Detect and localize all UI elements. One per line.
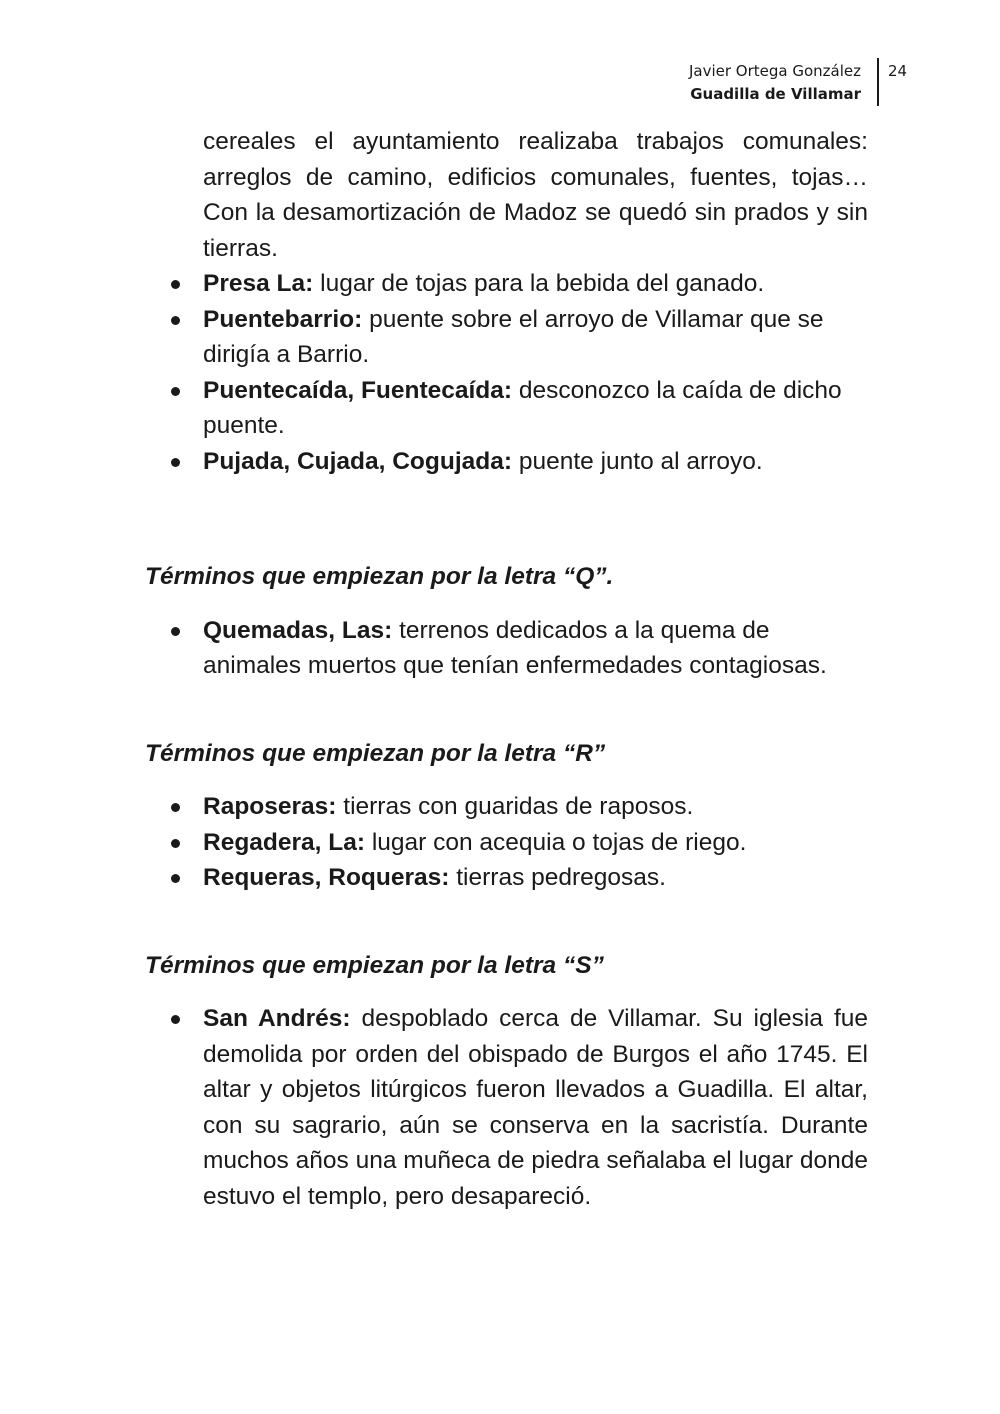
term-name: Quemadas, Las:	[203, 616, 393, 644]
term-name: San Andrés:	[203, 1005, 351, 1032]
list-letter-s	[0, 1001, 1000, 1214]
term-definition: tierras pedregosas.	[449, 864, 666, 891]
term-name: Raposeras:	[203, 793, 337, 820]
bullet-icon	[171, 387, 180, 396]
section-title-s: Términos que empiezan por la letra “S”	[145, 951, 604, 979]
bullet-icon	[171, 839, 180, 848]
term-definition: tierras con guaridas de raposos.	[336, 793, 694, 820]
term-definition: desconozco la caída de dicho puente.	[203, 376, 842, 439]
header-place: Guadilla de Villamar	[690, 85, 861, 103]
list-item	[203, 373, 868, 444]
list-item	[203, 613, 868, 684]
list-item	[203, 789, 868, 825]
list-letter-p	[0, 266, 1000, 479]
header-author: Javier Ortega González	[688, 62, 861, 80]
bullet-icon	[171, 316, 180, 325]
list-item	[203, 1001, 868, 1214]
list-item	[203, 266, 868, 302]
term-name: Presa La:	[203, 270, 314, 297]
term-name: Requeras, Roqueras:	[203, 864, 450, 891]
term-definition: despoblado cerca de Villamar. Su iglesia fue demolida por orden del obispado de Burgos el año 1745. El altar y objetos litúrgicos fueron llevados a Guadilla. El altar, con su sagrario, aún se conserva en la sacristía. Durante muchos años una muñeca de piedra señalaba el lugar donde estuvo el templo, pero desapareció.	[203, 1005, 868, 1210]
bullet-icon	[171, 627, 180, 636]
list-item	[203, 302, 868, 373]
bullet-icon	[171, 874, 180, 883]
page-number: 24	[888, 62, 908, 80]
list-item	[203, 825, 868, 861]
term-definition: terrenos dedicados a la quema de animales muertos que tenían enfermedades contagiosas.	[203, 616, 827, 679]
term-definition: lugar de tojas para la bebida del ganado.	[313, 270, 765, 297]
term-definition: puente sobre el arroyo de Villamar que se dirigía a Barrio.	[203, 305, 824, 368]
bullet-icon	[171, 458, 180, 467]
list-item	[203, 860, 868, 896]
page-body	[0, 124, 1000, 1214]
term-definition: puente junto al arroyo.	[512, 447, 763, 475]
section-title-q: Términos que empiezan por la letra “Q”.	[145, 563, 614, 590]
intro-paragraph: cereales el ayuntamiento realizaba trabajos comunales: arreglos de camino, edificios comunales, fuentes, tojas… Con la desamortización de Madoz se quedó sin prados y sin tierras.	[203, 128, 868, 262]
header-divider	[877, 58, 879, 106]
section-title-r: Términos que empiezan por la letra “R”	[145, 739, 606, 767]
term-name: Puentecaída, Fuentecaída:	[203, 376, 513, 404]
term-definition: lugar con acequia o tojas de riego.	[365, 828, 747, 856]
list-letter-q	[0, 613, 1000, 684]
bullet-icon	[171, 280, 180, 289]
list-item	[203, 444, 868, 480]
list-letter-r	[0, 789, 1000, 896]
bullet-icon	[171, 803, 180, 812]
page-header	[689, 60, 870, 106]
term-name: Puentebarrio:	[203, 305, 363, 333]
term-name: Pujada, Cujada, Cogujada:	[203, 447, 513, 475]
term-name: Regadera, La:	[203, 828, 366, 856]
bullet-icon	[171, 1015, 180, 1024]
